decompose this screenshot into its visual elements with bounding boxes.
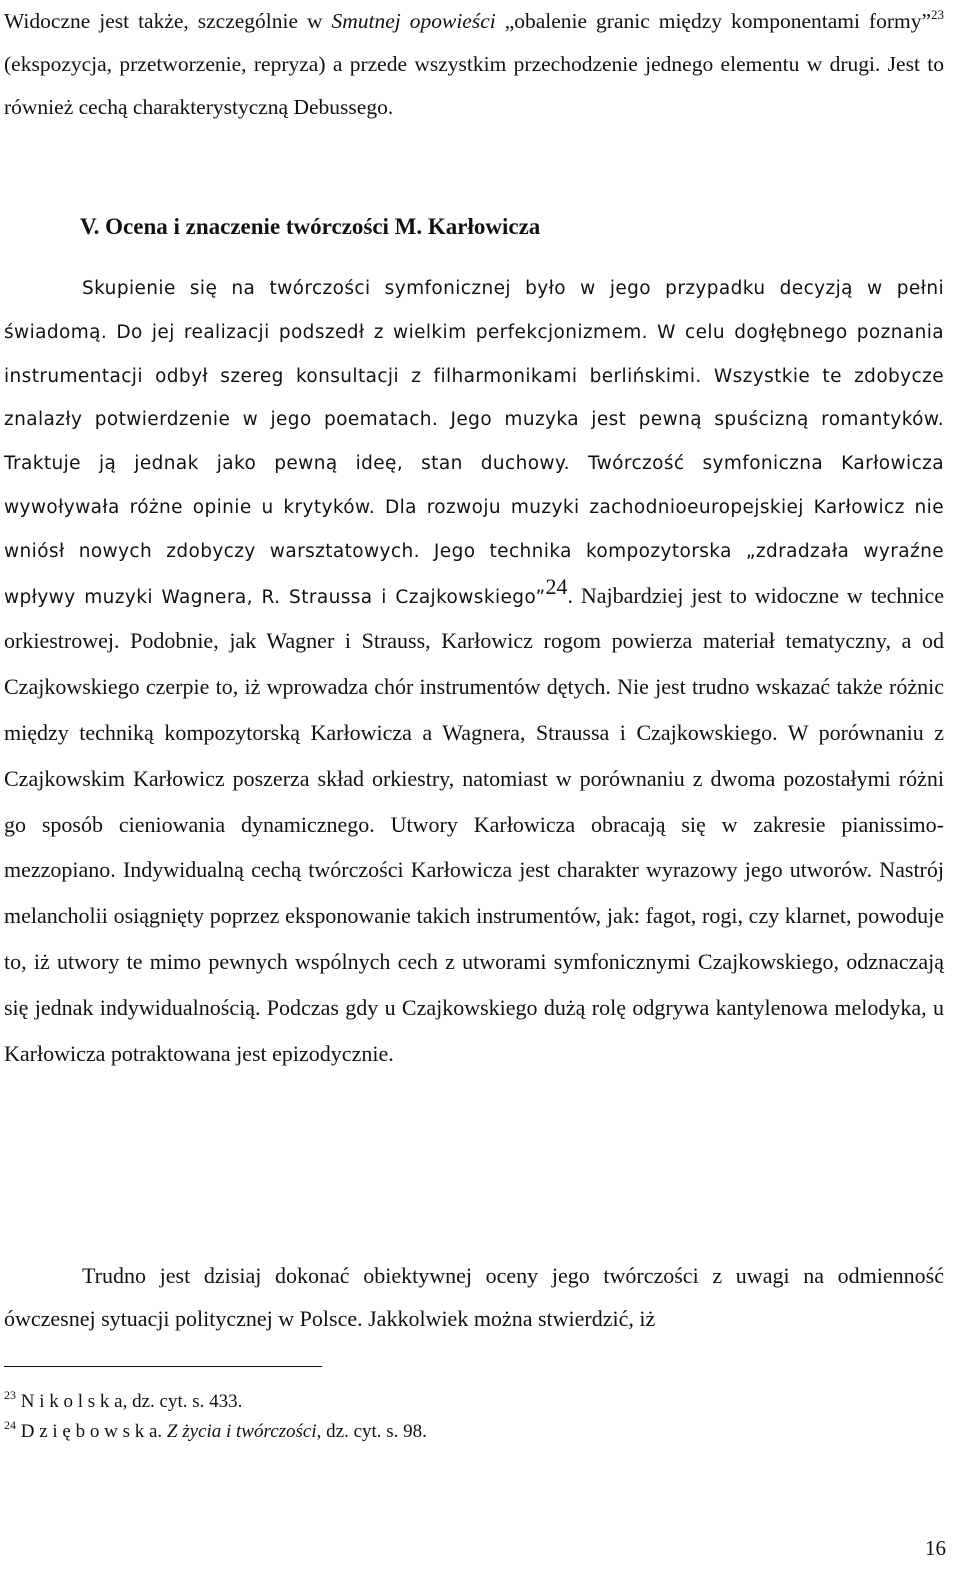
footnote-24 <box>4 1414 427 1443</box>
paragraph-1-text-a: Widoczne jest także, szczególnie w <box>4 9 332 33</box>
footnote-separator <box>4 1366 322 1367</box>
footnote-ref-23[interactable]: 23 <box>931 7 944 22</box>
footnote-separator-text: . <box>157 1421 167 1442</box>
paragraph-2-text-sans-2: . Najbardziej jest to widoczne w technice orkiestrowej. <box>4 582 944 654</box>
page-number: 16 <box>925 1536 946 1560</box>
paragraph-1-text-b: „obalenie granic między komponentami formy” <box>495 9 931 33</box>
footnote-23 <box>4 1384 242 1413</box>
section-heading: V. Ocena i znaczenie twórczości M. Karłowicza <box>80 214 541 239</box>
paragraph-1 <box>4 0 944 129</box>
footnote-citation: , dz. cyt. s. 98. <box>316 1421 427 1442</box>
footnote-number: 23 <box>4 1388 16 1402</box>
paragraph-2-text-serif: Podobnie, jak Wagner i Strauss, Karłowicz rogom powierza materiał tematyczny, a od Czajkowskiego czerpie to, iż wprowadza chór instrumentów dętych. Nie jest trudno wskazać także różnic między techniką kompozytorską Karłowicza a Wagnera, Straussa i Czajkowskiego. W porównaniu z Czajkowskim Karłowicz poszerza skład orkiestry, natomiast w porównaniu z dwoma pozostałymi różni go sposób cieniowania dynamicznego. Utwory Karłowicza obracają się w zakresie pianissimo-mezzopiano. Indywidualną cechą twórczości Karłowicza jest charakter wyrazowy jego utworów. Nastrój melancholii osiągnięty poprzez eksponowanie takich instrumentów, jak: fagot, rogi, czy klarnet, powoduje to, iż utwory te mimo pewnych wspólnych cech z utworami symfonicznymi Czajkowskiego, odznaczają się jednak indywidualnością. Podczas gdy u Czajkowskiego dużą rolę odgrywa kantylenowa melodyka, u Karłowicza potraktowana jest epizodycznie. <box>4 628 944 1066</box>
paragraph-1-text-c: (ekspozycja, przetworzenie, repryza) a przede wszystkim przechodzenie jednego elementu w drugi. Jest to również cechą charakterystyczną Debussego. <box>4 52 944 119</box>
work-title-smutna-opowiesc: Smutnej opowieści <box>331 9 496 33</box>
footnote-author: N i k o l s k a <box>20 1391 123 1412</box>
footnote-citation: , dz. cyt. s. 433. <box>122 1391 243 1412</box>
footnote-author: D z i ę b o w s k a <box>20 1421 158 1442</box>
footnote-ref-24[interactable]: 24 <box>545 573 568 599</box>
paragraph-2 <box>4 268 944 1078</box>
footnote-number: 24 <box>4 1418 16 1432</box>
paragraph-2-text-sans-1: Skupienie się na twórczości symfonicznej było w jego przypadku decyzją w pełni świadomą. Do jej realizacji podszedł z wielkim perfekcjonizmem. W celu dogłębnego poznania instrumentacji odbył szereg konsultacji z filharmonikami berlińskimi. Wszystkie te zdobycze znalazły potwierdzenie w jego poematach. Jego muzyka jest pewną spuścizną romantyków. Traktuje ją jednak jako pewną ideę, stan duchowy. Twórczość symfoniczna Karłowicza wywoływała różne opinie u krytyków. Dla rozwoju muzyki zachodnioeuropejskiej Karłowicz nie wniósł nowych zdobyczy warsztatowych. Jego technika kompozytorska „zdradzała wyraźne wpływy muzyki Wagnera, R. Straussa i Czajkowskiego” <box>4 278 944 608</box>
paragraph-3: Trudno jest dzisiaj dokonać obiektywnej oceny jego twórczości z uwagi na odmienność ówczesnej sytuacji politycznej w Polsce. Jakkolwiek można stwierdzić, iż <box>4 1263 944 1331</box>
footnote-book-title: Z życia i twórczości <box>166 1421 317 1442</box>
